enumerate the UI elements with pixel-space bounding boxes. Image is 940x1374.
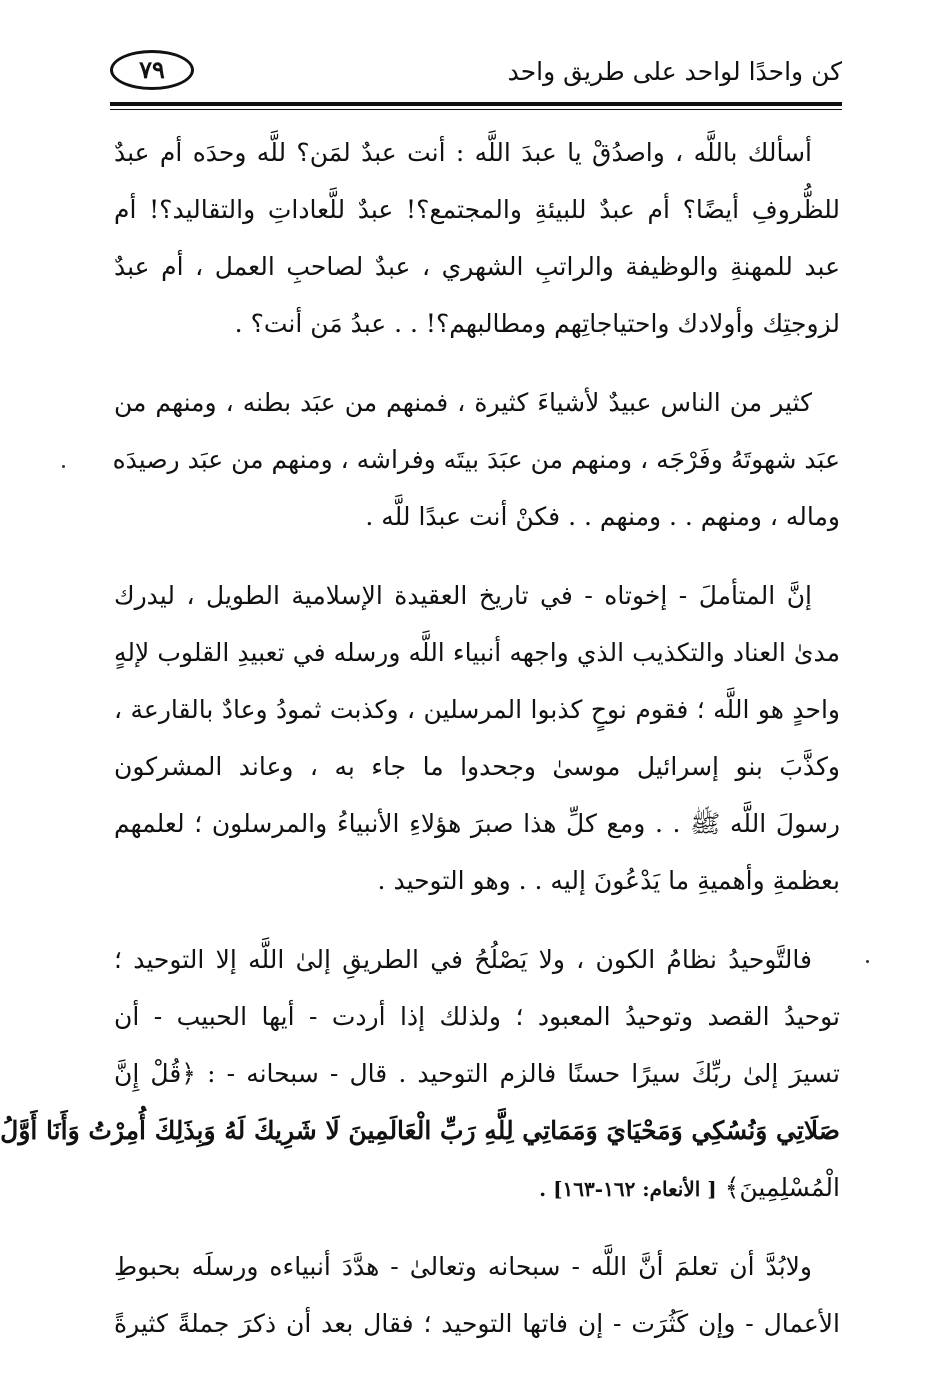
paragraph-5 xyxy=(114,1238,840,1352)
text-line: ولابُدَّ أن تعلمَ أنَّ اللَّه - سبحانه وتعالىٰ - هدَّدَ أنبياءه ورسلَه بحبوطِ xyxy=(114,1252,812,1281)
text-line: بعظمةِ وأهميةِ ما يَدْعُونَ إليه . . وهو التوحيد . xyxy=(377,866,840,895)
text-line: للظُّروفِ أيضًا؟ أم عبدٌ للبيئةِ والمجتمع؟! عبدٌ للَّعاداتِ والتقاليد؟! أم xyxy=(114,195,840,224)
quran-verse-end-line xyxy=(114,1159,840,1216)
text-line: مدىٰ العناد والتكذيب الذي واجهه أنبياء اللَّه ورسله في تعبيدِ القلوب لإلهٍ xyxy=(114,638,840,667)
running-header xyxy=(110,50,842,98)
text-line: رسولَ اللَّه ﷺ . . ومع كلِّ هذا صبرَ هؤلاءِ الأنبياءُ والمرسلون ؛ لعلمهم xyxy=(114,809,840,838)
text-line: وماله ، ومنهم . . ومنهم . . فكنْ أنت عبدًا للَّه . xyxy=(365,502,840,531)
page-number: ٧٩ xyxy=(139,55,165,84)
verse-citation: [ الأنعام: ١٦٢-١٦٣] . xyxy=(539,1177,717,1201)
quran-verse-end: الْمُسْلِمِينَ﴾ xyxy=(724,1173,840,1202)
running-header-title: كن واحدًا لواحد على طريق واحد xyxy=(507,57,842,86)
text-line: إنَّ المتأملَ - إخوتاه - في تاريخ العقيدة الإسلامية الطويل ، ليدرك xyxy=(114,581,812,610)
text-line: أسألك باللَّه ، واصدُقْ يا عبدَ اللَّه : أنت عبدٌ لمَن؟ للَّه وحدَه أم عبدٌ xyxy=(114,138,812,167)
text-line: كثير من الناس عبيدٌ لأشياءَ كثيرة ، فمنهم من عبَد بطنه ، ومنهم من xyxy=(114,388,812,417)
paragraph-3 xyxy=(114,567,840,909)
page-body xyxy=(0,124,840,1374)
page-number-badge xyxy=(110,50,194,90)
paragraph-1 xyxy=(114,124,840,352)
text-line: فالتَّوحيدُ نظامُ الكون ، ولا يَصْلُحُ في الطريقِ إلىٰ اللَّه إلا التوحيد ؛ xyxy=(114,945,812,974)
header-rule-thin xyxy=(110,109,842,110)
paragraph-2 xyxy=(114,374,840,545)
text-line: واحدٍ هو اللَّه ؛ فقوم نوحٍ كذبوا المرسلين ، وكذبت ثمودُ وعادٌ بالقارعة ، xyxy=(114,695,840,724)
text-line: توحيدُ القصد وتوحيدُ المعبود ؛ ولذلك إذا أردت - أيها الحبيب - أن xyxy=(114,1002,840,1031)
text-line: عبَد شهوتَهُ وفَرْجَه ، ومنهم من عبَدَ بيتَه وفراشه ، ومنهم من عبَد رصيدَه xyxy=(112,445,840,474)
text-line: تسيرَ إلىٰ ربِّكَ سيرًا حسنًا فالزم التوحيد . قال - سبحانه - : ﴿قُلْ إِنَّ xyxy=(114,1059,840,1088)
text-line: الأعمال - وإن كَثُرَت - إن فاتها التوحيد ؛ فقال بعد أن ذكرَ جملةً كثيرةً xyxy=(114,1309,840,1338)
text-line: لزوجتِك وأولادك واحتياجاتِهم ومطالبهم؟! . . عبدُ مَن أنت؟ . xyxy=(234,309,840,338)
text-line: عبد للمهنةِ والوظيفة والراتبِ الشهري ، عبدٌ لصاحبِ العمل ، أم عبدٌ xyxy=(114,252,840,281)
scan-speck xyxy=(62,465,65,468)
scan-speck xyxy=(866,960,869,963)
text-line: وكذَّبَ بنو إسرائيل موسىٰ وجحدوا ما جاء به ، وعاند المشركون xyxy=(114,752,840,781)
quran-verse-line: صَلَاتِي وَنُسُكِي وَمَحْيَايَ وَمَمَاتِي لِلَّهِ رَبِّ الْعَالَمِينَ لَا شَرِيكَ لَهُ وَبِذَلِكَ أُمِرْتُ وَأَنَا أَوَّلُ xyxy=(0,1116,840,1145)
paragraph-4 xyxy=(0,931,840,1216)
header-rule-thick xyxy=(110,102,842,106)
